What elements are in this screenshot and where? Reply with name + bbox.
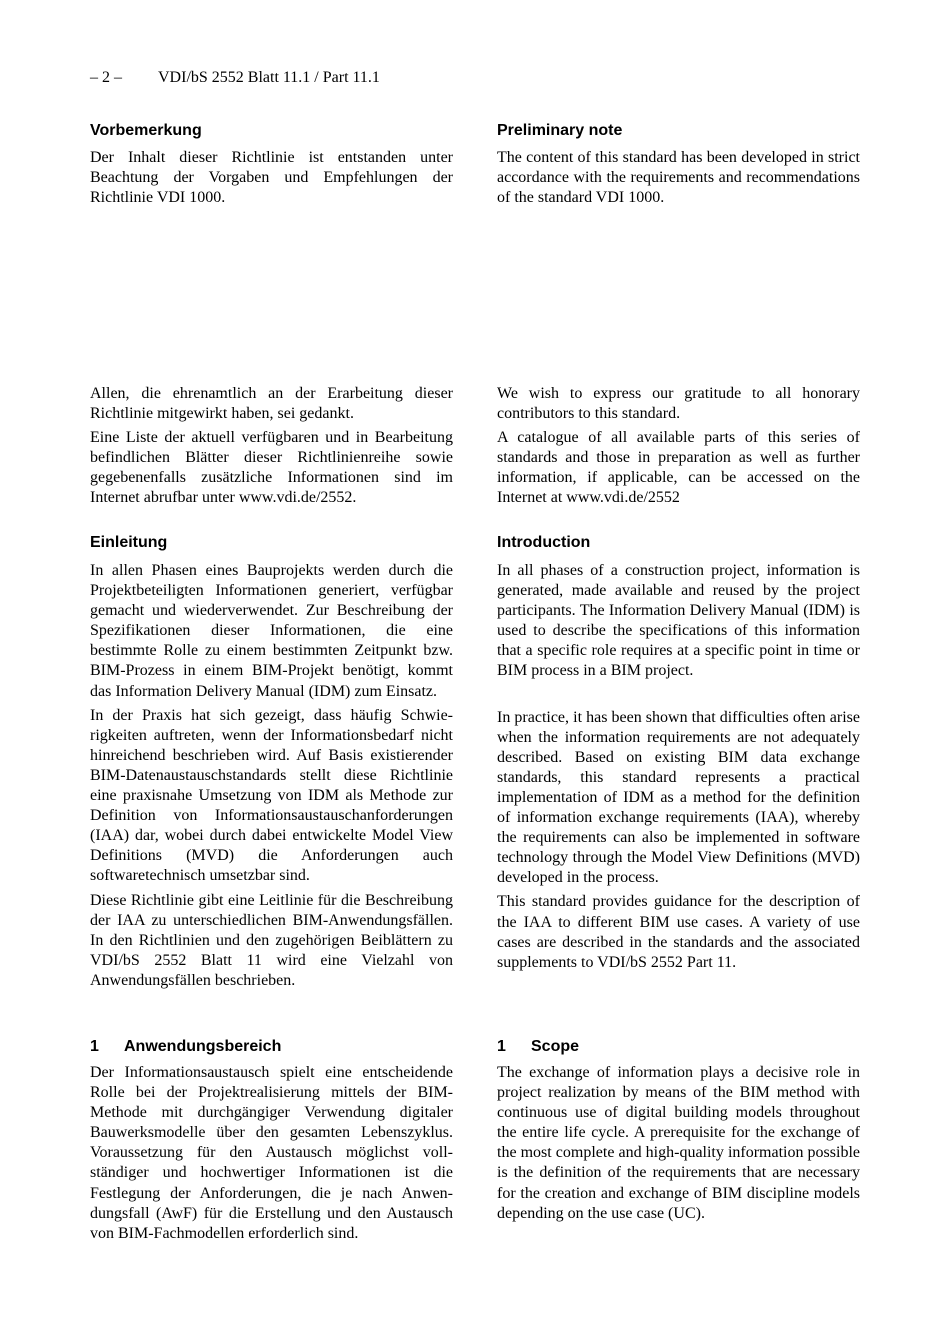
section-number: 1 xyxy=(497,1038,506,1055)
section-introduction-de xyxy=(90,533,453,991)
section-title: Scope xyxy=(531,1038,580,1055)
heading-preliminary-de: Vorbemerkung xyxy=(90,122,202,139)
section-introduction-en xyxy=(497,533,860,973)
paragraph: In all phases of a construction project, information is generated, made available and reused by the project participants. The Information Delivery Manual (IDM) is used to describe the specifications of this information that a specific role requires at a specific point in time or BIM process in a BIM project. xyxy=(497,562,860,680)
section-preliminary-de xyxy=(90,121,453,208)
section-title: Anwendungsbereich xyxy=(124,1038,282,1055)
paragraph: Der Inhalt dieser Richtlinie ist entstanden unter Beachtung der Vorgaben und Empfehlungen der Richtlinie VDI 1000. xyxy=(90,149,453,207)
heading-preliminary-en: Preliminary note xyxy=(497,122,623,139)
section-scope-de xyxy=(90,1037,453,1244)
paragraph: Eine Liste der aktuell verfügbaren und in Bearbeitung befindlichen Blätter dieser Richtlinienreihe sowie gegebenenfalls zusätzliche Informationen sind im Internet abrufbar unter www.vdi.de/2552. xyxy=(90,429,453,507)
heading-introduction-de: Einleitung xyxy=(90,534,168,551)
paragraph: This standard provides guidance for the description of the IAA to different BIM use cases. A variety of use cases are described in the standards and the associated supplements to VDI/bS 2552 Part 11. xyxy=(497,893,860,971)
heading-introduction-en: Introduction xyxy=(497,534,591,551)
paragraph: We wish to express our gratitude to all honorary contributors to this standard. xyxy=(497,385,860,423)
page-number: – 2 – xyxy=(90,69,122,86)
document-title: VDI/bS 2552 Blatt 11.1 / Part 11.1 xyxy=(158,69,380,86)
paragraph: In der Praxis hat sich gezeigt, dass häufig Schwierigkeiten auftreten, wenn der Informationsbedarf nicht hinreichend beschrieben wird. Auf Basis existierender BIM-Datenaustauschstandards stellt diese Richtlinie eine praxisnahe Umsetzung von IDM als Methode zur Definition von Informationsaustauschanforderungen (IAA) dar, wobei durch dabei entwickelte Model View Definitions (MVD) die Anforderungen auch softwaretechnisch umsetzbar sind. xyxy=(90,706,453,885)
section-thanks-de xyxy=(90,384,453,509)
heading-scope-en xyxy=(497,1037,860,1057)
section-preliminary-en xyxy=(497,121,860,208)
section-scope-en xyxy=(497,1037,860,1224)
paragraph: In practice, it has been shown that difficulties often arise when the information requirements are not adequately described. Based on existing BIM data exchange standards, this standard represents a practical implementation of IDM as a method for the definition of information exchange requirements (IAA), whereby the requirements can also be implemented in software technology through the Model View Definitions (MVD) developed in the process. xyxy=(497,708,860,887)
section-number: 1 xyxy=(90,1038,99,1055)
paragraph: The exchange of information plays a decisive role in project realization by means of the BIM method with continuous use of digital building models throughout the entire life cycle. A prerequisite for the exchange of the most complete and high-quality information possible is the definition of the requirements that are necessary for the creation and exchange of BIM discipline models depending on the use case (UC). xyxy=(497,1064,860,1222)
page-header xyxy=(90,68,380,88)
paragraph: In allen Phasen eines Bauprojekts werden durch die Projektbeteiligten Informationen generiert, verfügbar gemacht und wiederverwendet. Zur Beschreibung der Spezifikationen dieser Informationen, die eine bestimmte Rolle zu einem bestimmten Zeitpunkt bzw. BIM-Prozess in einem BIM-Projekt benötigt, kommt das Information Delivery Manual (IDM) zum Einsatz. xyxy=(90,562,453,700)
paragraph: A catalogue of all available parts of this series of standards and those in preparation as well as further information, if applicable, can be accessed on the Internet at www.vdi.de/2552 xyxy=(497,429,860,507)
paragraph: Allen, die ehrenamtlich an der Erarbeitung dieser Richtlinie mitgewirkt haben, sei gedankt. xyxy=(90,385,453,423)
paragraph: Der Informationsaustausch spielt eine entscheidende Rolle bei der Projektrealisierung mittels der BIM-Methode mit durchgängiger Verwendung digitaler Bauwerksmodelle über den gesamten Lebenszyklus. Voraussetzung für den Austausch möglichst vollständiger und hochwertiger Informationen ist die Festlegung der Anforderungen, die je nach Anwendungsfall (AwF) für die Erstellung und den Austausch von BIM-Fachmodellen erforderlich sind. xyxy=(90,1064,453,1242)
paragraph: Diese Richtlinie gibt eine Leitlinie für die Beschreibung der IAA zu unterschiedlichen BIM-Anwendungsfällen. In den Richtlinien und den zugehörigen Beiblättern zu VDI/bS 2552 Blatt 11 wird eine Vielzahl von Anwendungsfällen beschrieben. xyxy=(90,891,453,989)
heading-scope-de xyxy=(90,1037,453,1057)
section-thanks-en xyxy=(497,384,860,509)
paragraph: The content of this standard has been developed in strict accordance with the requirements and recommendations of the standard VDI 1000. xyxy=(497,149,860,207)
